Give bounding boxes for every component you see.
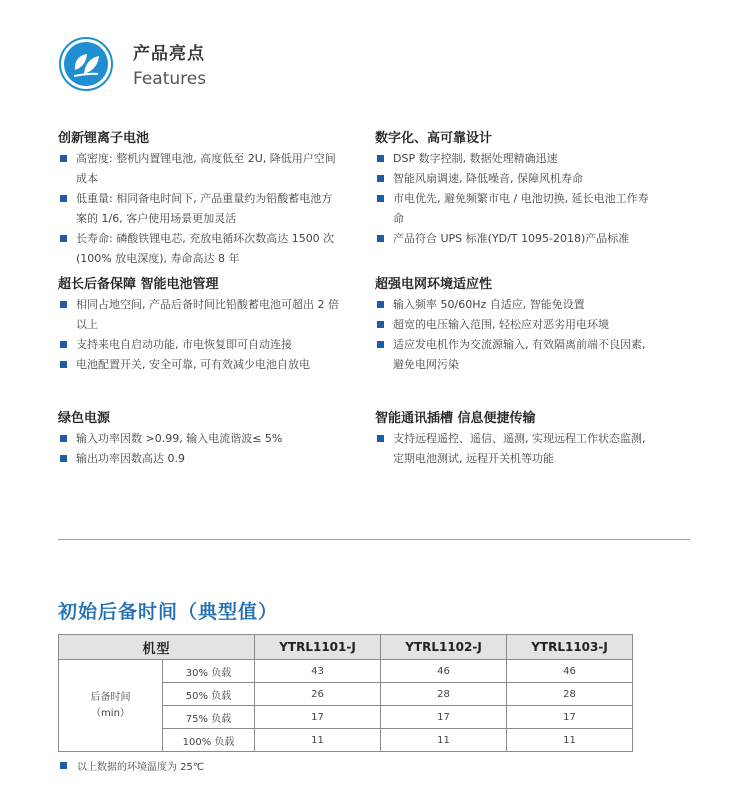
value-cell: 28 — [381, 683, 507, 706]
section-grid-adaptability — [375, 273, 657, 375]
section-title: 超强电网环境适应性 — [375, 277, 493, 292]
list-item: 超宽的电压输入范围, 轻松应对恶劣用电环境 — [375, 315, 657, 335]
section-lithium-battery — [58, 127, 340, 269]
features-title-en: Features — [133, 69, 207, 89]
backup-time-unit: （min） — [91, 707, 130, 719]
value-cell: 26 — [255, 683, 381, 706]
bullet-square-icon — [60, 762, 67, 769]
value-cell: 46 — [507, 660, 633, 683]
list-item: 市电优先, 避免频繁市电 / 电池切换, 延长电池工作寿命 — [375, 189, 657, 229]
list-item: 支持来电自启动功能, 市电恢复即可自动连接 — [58, 335, 340, 355]
section-digital-reliable — [375, 127, 657, 249]
model-header-1101: YTRL1101-J — [255, 635, 381, 660]
section-title: 超长后备保障 智能电池管理 — [58, 277, 219, 292]
features-header — [58, 36, 206, 92]
table-row — [59, 660, 633, 683]
list-item: 电池配置开关, 安全可靠, 可有效减少电池自放电 — [58, 355, 340, 375]
load-cell: 75% 负载 — [163, 706, 255, 729]
list-item: 输出功率因数高达 0.9 — [58, 449, 340, 469]
load-cell: 30% 负载 — [163, 660, 255, 683]
list-item: 产品符合 UPS 标准(YD/T 1095-2018)产品标准 — [375, 229, 657, 249]
model-header-1102: YTRL1102-J — [381, 635, 507, 660]
list-item: 长寿命: 磷酸铁锂电芯, 充放电循环次数高达 1500 次(100% 放电深度), 寿命高达 8 年 — [58, 229, 340, 269]
list-item: 支持远程遥控、遥信、遥测, 实现远程工作状态监测, 定期电池测试, 远程开关机等功能 — [375, 429, 657, 469]
list-item: 输入功率因数 >0.99, 输入电流谐波≤ 5% — [58, 429, 340, 449]
list-item: 低重量: 相同备电时间下, 产品重量约为铅酸蓄电池方案的 1/6, 客户使用场景更加灵活 — [58, 189, 340, 229]
list-item: 高密度: 整机内置锂电池, 高度低至 2U, 降低用户空间成本 — [58, 149, 340, 189]
value-cell: 17 — [381, 706, 507, 729]
model-header: 机型 — [59, 635, 255, 660]
value-cell: 43 — [255, 660, 381, 683]
section-backup-battery-mgmt — [58, 273, 340, 375]
load-cell: 50% 负载 — [163, 683, 255, 706]
list-item: 相同占地空间, 产品后备时间比铅酸蓄电池可超出 2 倍以上 — [58, 295, 340, 335]
section-title: 创新锂离子电池 — [58, 131, 150, 146]
list-item: 适应发电机作为交流源输入, 有效隔离前端不良因素, 避免电网污染 — [375, 335, 657, 375]
footnote — [58, 758, 204, 773]
backup-time-label-text: 后备时间 — [90, 691, 131, 703]
value-cell: 11 — [507, 729, 633, 752]
table-header-row — [59, 635, 633, 660]
backup-time-table — [58, 634, 633, 752]
list-item: 智能风扇调速, 降低噪音, 保障风机寿命 — [375, 169, 657, 189]
section-comm-slot — [375, 407, 657, 469]
section-green-power — [58, 407, 340, 469]
list-item: 输入频率 50/60Hz 自适应, 智能免设置 — [375, 295, 657, 315]
leaf-icon — [58, 36, 114, 92]
load-cell: 100% 负载 — [163, 729, 255, 752]
value-cell: 17 — [255, 706, 381, 729]
backup-time-label — [59, 660, 163, 752]
model-header-1103: YTRL1103-J — [507, 635, 633, 660]
divider — [58, 539, 690, 540]
section-title: 数字化、高可靠设计 — [375, 131, 493, 146]
value-cell: 11 — [255, 729, 381, 752]
backup-time-title: 初始后备时间（典型值） — [58, 601, 279, 623]
value-cell: 28 — [507, 683, 633, 706]
value-cell: 11 — [381, 729, 507, 752]
footnote-text: 以上数据的环境温度为 25℃ — [77, 762, 205, 773]
section-title: 智能通讯插槽 信息便捷传输 — [375, 411, 536, 426]
list-item: DSP 数字控制, 数据处理精确迅速 — [375, 149, 657, 169]
value-cell: 17 — [507, 706, 633, 729]
features-title-cn: 产品亮点 — [133, 44, 205, 64]
value-cell: 46 — [381, 660, 507, 683]
section-title: 绿色电源 — [58, 411, 111, 426]
